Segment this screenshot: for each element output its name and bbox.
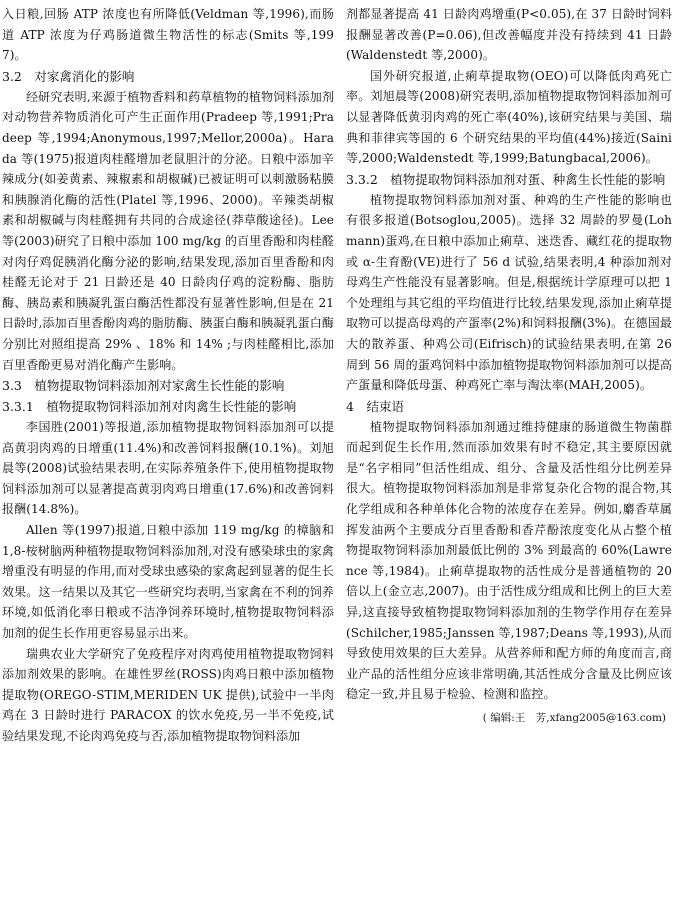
intro-paragraph: 入日粮,回肠 ATP 浓度也有所降低(Veldman 等,1996),而肠道 ATP 浓度为仔鸡肠道微生物活性的标志(Smits 等,1997)。 bbox=[2, 7, 334, 63]
section-3-3-1-paragraph-3: 瑞典农业大学研究了免疫程序对肉鸡使用植物提取物饲料添加剂效果的影响。在雄性罗丝(ROSS)肉鸡日粮中添加植物提取物(OREGO-STIM,MERIDEN UK 提供),试验中一半肉鸡在 3 日龄时进行 PARACOX 的饮水免疫,另一半不免疫,试验结果发现,不论肉鸡免疫与否,添加植物提取物饲料添加 bbox=[2, 646, 334, 743]
section-3-3-1-heading: 3.3.1 植物提取物饲料添加剂对肉禽生长性能的影响 bbox=[2, 399, 297, 415]
section-4-paragraph: 植物提取物饲料添加剂通过维持健康的肠道微生物菌群而起到促生长作用,然而添加效果有时不稳定,其主要原因就是“名字相同”但活性组成、组分、含量及活性组分比例差异很大。植物提取物饲料添加剂是非常复杂化合物的混合物,其化学组成和各种单体化合物的浓度存在差异。例如,麝香草属挥发油两个主要成分百里香酚和香芹酚浓度变化从占整个植物提取物饲料添加剂最低比例的 3% 到最高的 60%(Lawrence 等,1984)。止痢草提取物的活性成分是普通植物的 20 倍以上(金立志,2007)。由于活性成分组成和比例上的巨大差异,这直接导致植物提取物饲料添加剂的生物学作用存在差异(Schilcher,1985;Janssen 等,1987;Deans 等,1993),从而导致使用效果的巨大差异。从营养师和配方师的角度而言,商业产品的活性组分应该非常明确,其活性成分含量及比例应该稳定一致,并且易于检验、检测和监控。 bbox=[346, 419, 672, 702]
right-column bbox=[346, 4, 672, 727]
section-3-2-heading: 3.2 对家禽消化的影响 bbox=[2, 68, 135, 84]
editor-note: ( 编辑:王 芳,xfang2005@163.com) bbox=[482, 712, 666, 724]
section-3-2-paragraph: 经研究表明,来源于植物香料和药草植物的植物饲料添加剂对动物营养物质消化可产生正面作用(Pradeep 等,1991;Pradeep 等,1994;Anonymous,1997;Mellor,2000a)。Harada 等(1975)报道肉桂醛增加老鼠胆汁的分泌。日粮中添加辛辣成分(如姜黄素、辣椒素和胡椒碱)已被证明可以刺激肠粘膜和胰腺消化酶的活性(Platel 等,1996、2000)。辛辣类胡椒素和胡椒碱与肉桂醛拥有共同的合成途径(莽草酸途径)。Lee 等(2003)研究了日粮中添加 100 mg/kg 的百里香酚和肉桂醛对肉仔鸡促胰消化酶分泌的影响,结果发现,添加百里香酚和肉桂醛无论对于 21 日龄还是 40 日龄肉仔鸡的淀粉酶、脂肪酶、胰岛素和胰凝乳蛋白酶活性都没有显著性影响,但是在 21 日龄时,添加百里香酚肉鸡的脂肪酶、胰蛋白酶和胰凝乳蛋白酶分别比对照组提高 29% 、18% 和 14% ;与肉桂醛相比,添加百里香酚更易对消化酶产生影响。 bbox=[2, 89, 334, 372]
section-3-3-2-paragraph: 植物提取物饲料添加剂对蛋、种鸡的生产性能的影响也有很多报道(Botsoglou,2005)。选择 32 周龄的罗曼(Lohmann)蛋鸡,在日粮中添加止痢草、迷迭香、藏红花的提取物或 α-生育酚(VE)进行了 56 d 试验,结果表明,4 种添加剂对母鸡生产性能没有显著影响。但是,根据统计学原理可以把 1 个处理组与其它组的平均值进行比较,结果发现,添加止痢草提取物可以提高母鸡的产蛋率(2%)和饲料报酬(3%)。在德国最大的散养蛋、种鸡公司(Eifrisch)的试验结果表明,在第 26 周到 56 周的蛋鸡饲料中添加植物提取物饲料添加剂可以提高产蛋量和降低母蛋、种鸡死亡率与淘汰率(MAH,2005)。 bbox=[346, 192, 672, 393]
section-4-heading: 4 结束语 bbox=[346, 398, 404, 414]
section-3-3-2-heading: 3.3.2 植物提取物饲料添加剂对蛋、种禽生长性能的影响 bbox=[346, 171, 666, 187]
continued-paragraph: 剂都显著提高 41 日龄肉鸡增重(P<0.05),在 37 日龄时饲料报酬显著改善(P=0.06),但改善幅度并没有持续到 41 日龄(Waldenstedt 等,2000)。 bbox=[346, 7, 672, 63]
oeo-paragraph: 国外研究报道,止痢草提取物(OEO)可以降低肉鸡死亡率。刘旭晨等(2008)研究表明,添加植物提取物饲料添加剂可以显著降低黄羽肉鸡的死亡率(40%),该研究结果与美国、瑞典和菲律宾等国的 6 个研究结果的平均值(44%)接近(Saini 等,2000;Waldenstedt 等,1999;Batungbacal,2006)。 bbox=[346, 68, 672, 166]
section-3-3-1-paragraph-2: Allen 等(1997)报道,日粮中添加 119 mg/kg 的樟脑和 1,8-桉树脑两种植物提取物饲料添加剂,对没有感染球虫的家禽增重没有明显的作用,而对受球虫感染的家禽起到显著的促生长效果。这一结果以及其它一些研究均表明,当家禽在不利的饲养环境,如低消化率日粮或不洁净饲养环境时,植物提取物饲料添加剂的促生长作用更容易显示出来。 bbox=[2, 523, 334, 641]
section-3-3-heading: 3.3 植物提取物饲料添加剂对家禽生长性能的影响 bbox=[2, 378, 285, 394]
left-column bbox=[2, 4, 334, 747]
section-3-3-1-paragraph-1: 李国胜(2001)等报道,添加植物提取物饲料添加剂可以提高黄羽肉鸡的日增重(11.4%)和改善饲料报酬(10.1%)。刘旭晨等(2008)试验结果表明,在实际养殖条件下,使用植物提取物饲料添加剂可以显著提高黄羽肉鸡日增重(17.6%)和改善饲料报酬(14.8%)。 bbox=[2, 420, 334, 517]
